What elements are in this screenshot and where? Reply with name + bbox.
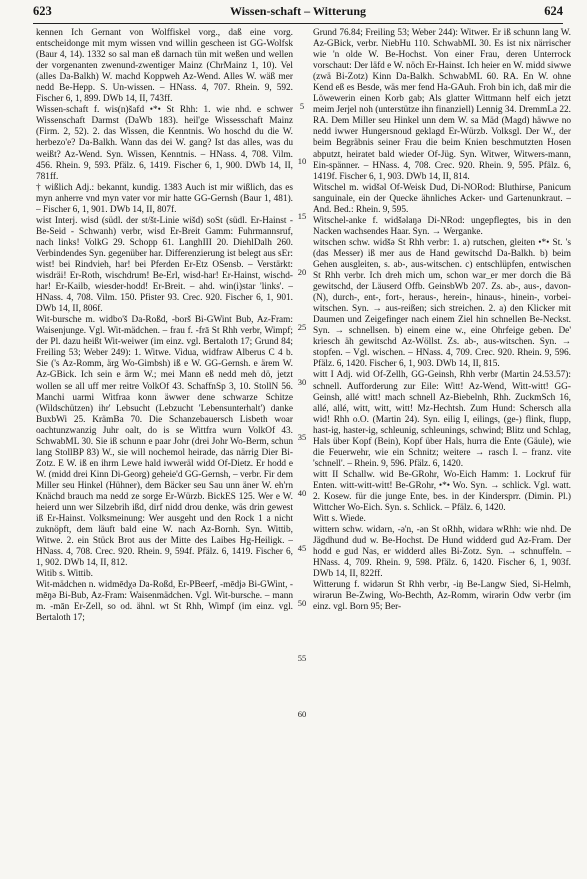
entry-paragraph: witschen schw. widšə St Rhh verbr: 1. a) rutschen, gleiten •*• St. 's (das Messer) iß mer aus de Hand gewitschd Da-Balkh. b) beim Gehen ausgleiten, s. ab-, aus-witschen. c) entschlüpfen, entwischen St Rhh verbr. Ich dreh mich um, schon war_er mer dorch die Bä gewitschd, der Läuserd Offb. GeinsbWb 207. Zs. ab-, aus-, davon- (N), durch-, ent-, fort-, heraus-, herein-, hinaus-, hinein-, vorbei-witschen. Syn. → aus-reißen; sich streichen. 2. a) den Klicker mit Daumen und Zeigefinger nach einem Ziel hin schnellen Be-Neckst. Syn. → schnellsen. b) einem eine w., eine Ohrfeige geben. De' kriesch äh gewitschd Az-Wöllst. Zs. ab-, aus-witschen. Syn. → stopfen. – Vgl. wischen. – HNass. 4, 709. Crec. 920. Rhein. 9, 596. Pfälz. 6, 1420. Fischer 6, 1, 903. DWb 14, II, 815. — [313, 237, 571, 370]
entry-paragraph: Grund 76.84; Freiling 53; Weber 244): Witwer. Er iß schunn lang W. Az-GBick, verbr. NiebHu 110. SchwabML 30. Es ist nix närrischer wie 'n olde W. Be-Hochst. Von einer Frau, deren Unterrock vorschaut: Der läfd e W. nöch Er-Hainst. Ich heier en W. midd siwwe (zwä Bi-Zotz) Kinn Da-Balkh. SchwabML 60. RA. En W. ohne Kend eß es Besde, wäs mer fend Ha-GAuh. Froh bin ich, daß mir die Löwewerin einen Korb gab; Als glatter Wittmann helf eich jetzt meim Jerjel noh (unterstütze ihn finanziell) Lennig 34. DremmLa 22. RA. Dem Miller seu Hinkel unn dem W. sa Mäd (Magd) häwwe no nedd iwwer Hungersnoud geklagd Er-Würzb. Volksgl. Der W., der beim Begräbnis seiner Frau die beim Knien beschmutzten Hosen abputzt, heiratet bald wieder Of-Jüg. Syn. Witwer, Witwers-mann, Ein-spänner. – HNass. 4, 708. Crec. 920. Rhein. 9, 595. Pfälz. 6, 1419f. Fischer 6, 1, 903. DWb 14, II, 814. — [313, 28, 571, 182]
line-number: 50 — [297, 598, 307, 608]
entry-paragraph: † wißlich Adj.: bekannt, kundig. 1383 Auch ist mir wißlich, das es myn anherre vnd myn vater vor mir hatte GG-Gernsh (Baur 1, 481). – Fischer 6, 1, 901. DWb 14, II, 807f. — [36, 182, 293, 215]
page-number-right: 624 — [544, 4, 563, 18]
entry-paragraph: Witschel m. widšəl Of-Weisk Dud, Di-NORod: Bluthirse, Panicum sanguinale, ein der Quecke ähnliches Acker- und Gartenunkraut. – And. Bed.: Rhein. 9, 595. — [313, 182, 571, 215]
entry-paragraph: Wit-mädchen n. widmēdχə Da-Roßd, Er-PBeerf, -mēdjə Bi-GWint, -mēŋə Bi-Bub, Az-Fram: Waisenmädchen. Vgl. Wit-bursche. – mann m. -mān Er-Zell, so od. ähnl. wt St Rhh, Wimpf (im einz. vgl. Bertaloth 17; — [36, 580, 293, 624]
entry-paragraph: Witt s. Wiede. — [313, 514, 366, 525]
entry-paragraph: witt I Adj. wid Of-Zellh, GG-Geinsh, Rhh verbr (Martin 24.53.57): schnell. Aufforderung zur Eile: Witt! Az-Wend, Witt-witt! GG-Geinsh, allé witt! mach schnell Az-Biebelnh, Rhh. ZuckmSch 16, allé, allé, witt, witt, witt! Mz-Hechtsh. Zum Hund: Schersch alla wid! Rhh o.O. (Martin 24). Syn. eilig I, eilings, (ge-) flink, flupp, hast-ig, haster-ig, schleunig, schleunings, schwind; Blitz und Schlag, Hals über Kopf (Bein), Kopf über Hals, hurra die Ente (Gäule), wie die Feuerwehr, wie ein Schnitz; weitere → rasch I. – franz. vite 'schnell'. – Rhein. 9, 596. Pfälz. 6, 1420. — [313, 370, 571, 469]
left-column — [36, 28, 293, 846]
entry-paragraph: kennen Ich Gernant von Wolffiskel vorg., daß eine vorg. entscheidonge mit mym wissen vnd willin gescheen ist GG-Wolfsk (Baur 4, 14). 1332 so sal man eß darnach tün mit weßen und wellen der vorgenanten zwenund-zwentiger Mainz (ChrMainz 1, 10). Vel (alles Da-Balkh) W. machd Koppweh Az-Wend. Alles W. wäß mer nedd Be-Hepp. S. Un-wissen. – HNass. 4, 707. Rhein. 9, 592. Fischer 6, 1, 899. DWb 14, II, 743ff. — [36, 28, 293, 105]
line-number: 55 — [297, 653, 307, 663]
line-number: 25 — [297, 322, 307, 332]
line-number: 45 — [297, 543, 307, 553]
line-number-gutter — [293, 28, 311, 846]
entry-paragraph: Wit-bursche m. widbo'š Da-Roßd, -borš Bi-GWint Bub, Az-Fram: Waisenjunge. Vgl. Wit-mädchen. – frau f. -frā St Rhh verbr, Wimpf; der Pl. dazu heißt Wit-weiwer (im einz. vgl. Bertaloth 17; Grund 84; Freiling 53; Weber 249): 1. Witwe. Vidua, widfraw Alberus C 4 b. Sie ('s Az-Romm, ärg Wo-Gimbsh) iß e W. GG-Gernsh. e ärem W. Az-GBick. Ich sein e ärm W.; mei Mann eß nedd meh dö, jetzt wollen se all uff mer reitre VolkOf 43. SchaffnSp 3, 10. StollN 56. Manchi uarmi Witfraa konn äwwer dene schwarze Schitze (Wildschützen) ihr' Lebsucht (Lebzucht 'Lebensunterhalt') danke BuxbWi 25. KrämBa 70. Die Schanzebauersch Lisbeth woar oachtunzwanzig Juhr oalt, do is se Wittfra wurn VolkOf 43. SchwabML 30. Sie iß schunn e paar Johr (drei Johr Wo-Berm, schun lang StollBP 83) W., sie will nochemol heirade, das närrig Dier Bi-Zotz. E W. iß en ihrm Lewe hald iwweräl widd Of-Dietz. Er hodd e W. (midd drei Kinn Di-Georg) geheie'd GG-Gernsh, – verbr. Fir dem Miller seu Hinkel (Hühner), dem Bäcker seu Sau unn äner W. eh'rn Knächd brauch ma nedd ze sorge Er-Würzb. BickES 125. Wer e W. heierd unn wer Silzebrih ißd, dirf nidd drou denke, wäs drin gewest iß Er-Hainst. Volksmeinung: Wer ausgeht und den Rock 1 a nicht zuknöpft, dem läuft bald eine W. nach Az-Bornh. Syn. Wittib, Witwe. 2. ein Stück Brot aus der Mitte des Laibes Hg-Heiligk. – HNass. 4, 708. Crec. 920. Rhein. 9, 594f. Pfälz. 6, 1419. Fischer 6, 1, 902. DWb 14, II, 812. — [36, 315, 293, 569]
entry-paragraph: Witib s. Wittib. — [36, 569, 93, 580]
line-number: 30 — [297, 377, 307, 387]
page-title: Wissen-schaft – Witterung — [229, 4, 366, 18]
entry-paragraph: Witschel-anke f. widšəlaŋə Di-NRod: ungepflegtes, bis in den Nacken wachsendes Haar. Syn. → Werganke. — [313, 215, 571, 237]
line-number: 40 — [297, 488, 307, 498]
right-column — [313, 28, 571, 846]
line-number: 60 — [297, 709, 307, 719]
line-number: 35 — [297, 432, 307, 442]
line-number: 10 — [297, 156, 307, 166]
entry-paragraph: witt II Schallw. wid Be-GRohr, Wo-Eich Hamm: 1. Lockruf für Enten. witt-witt-witt! Be-GRohr, •*• Wo. Syn. → schlick. Vgl. watt. 2. Kosew. für die junge Ente, bes. in der Kindersprr. (Dimin. Pl.) Wittcher Wo-Eich. Syn. s. Schlick. – Pfälz. 6, 1420. — [313, 469, 571, 514]
line-number: 5 — [299, 101, 305, 111]
line-number: 15 — [297, 211, 307, 221]
page-header — [33, 4, 563, 22]
page-number-left: 623 — [33, 4, 52, 18]
entry-paragraph: wittern schw. widərn, -ə'n, -ən St oRhh, widərə wRhh: wie nhd. De Jägdhund dud w. Be-Hochst. De Hund widderd gud Az-Fram. Der hodd e gud Nas, er widderd alles Bi-Zotz. Syn. → schnuffeln. – HNass. 4, 709. Rhein. 9, 598. Pfälz. 6, 1420. Fischer 6, 1, 903f. DWb 14, II, 822ff. — [313, 525, 571, 580]
entry-paragraph: wist Interj. wisd (südl. der st/št-Linie wišd) soSt (südl. Er-Hainst - Be-Seid - Schwanh) verbr, wisd Er-Breit Gamm: Fuhrmannsruf, nach links! VolkG 29. Schopp 61. LanghIII 20. DiehlDalh 260. Verbindendes Syn. gegenüber har. Differenzierung ist belegt aus sEr: wist! bei Rindvieh, har! bei Pferden Er-Etz OSensb. – Verstärkt: wisdräi! Er-Roth, wischdrum! Be-Erl, wisd-har! Er-Hainst, wischd-har! Er-Kailb, wiesder-hodd! Er-Breit. – ahd. win(i)star 'links'. – HNass. 4, 708. Vilm. 150. Pfister 93. Crec. 920. Fischer 6, 1, 901. DWb 14, II, 806f. — [36, 215, 293, 315]
header-rule — [33, 23, 563, 24]
line-number: 20 — [297, 267, 307, 277]
entry-paragraph: Wissen-schaft f. wis(n)šafd •*• St Rhh: 1. wie nhd. e schwer Wissenschaft Darmst (DaWb 183). heil'ge Wissesschaft Mainz (Firm. 2, 52). 2. das Wissen, die Kenntnis. Wo hoschd du die W. herbezo'e? Da-Balkh. Wann das dei W. gang? Ist das alles, was du weißt? Az-Wend. Syn. Wissen, Kenntnis. – HNass. 4, 708. Vilm. 456. Rhein. 9, 593. Pfälz. 6, 1419. Fischer 6, 1, 900. DWb 14, II, 781ff. — [36, 105, 293, 182]
entry-paragraph: Witterung f. widərun St Rhh verbr, -iŋ Be-Langw Sied, Si-Helmh, wirərun Be-Zwing, Wo-Bechth, Az-Romm, wirərin Odw verbr (im einz. vgl. Born 95; Ber- — [313, 580, 571, 613]
